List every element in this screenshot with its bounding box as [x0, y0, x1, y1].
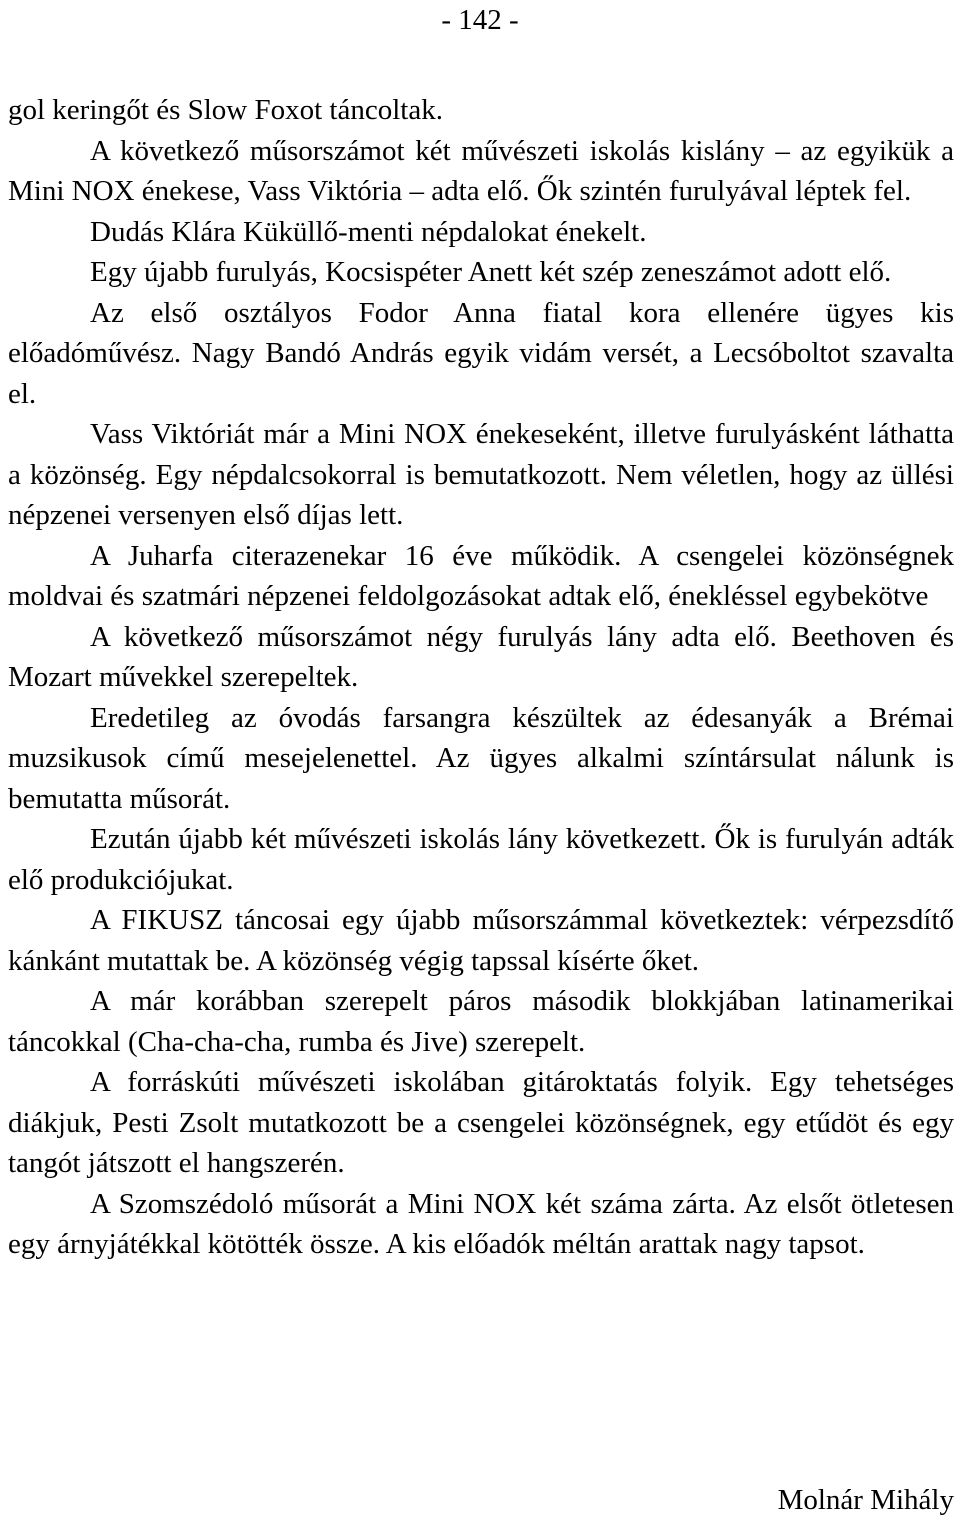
paragraph: A következő műsorszámot két művészeti iskolás kislány – az egyikük a Mini NOX énekese, Vass Viktória – adta elő. Ők szintén furulyával léptek fel. [8, 134, 954, 207]
paragraph: Eredetileg az óvodás farsangra készültek az édesanyák a Brémai muzsikusok című mesejelenettel. Az ügyes alkalmi színtársulat nálunk is bemutatta műsorát. [8, 701, 954, 815]
paragraph: A már korábban szerepelt páros második blokkjában latinamerikai táncokkal (Cha-cha-cha, rumba és Jive) szerepelt. [8, 985, 954, 1058]
paragraph: gol keringőt és Slow Foxot táncoltak. [8, 94, 443, 126]
paragraph: Ezután újabb két művészeti iskolás lány következett. Ők is furulyán adták elő produkciójukat. [8, 823, 954, 896]
paragraph: Egy újabb furulyás, Kocsispéter Anett két szép zeneszámot adott elő. [90, 256, 892, 288]
paragraph: Az első osztályos Fodor Anna fiatal kora ellenére ügyes kis előadóművész. Nagy Bandó András egyik vidám versét, a Lecsóboltot szavalta el. [8, 296, 954, 410]
paragraph: A FIKUSZ táncosai egy újabb műsorszámmal következtek: vérpezsdítő kánkánt mutattak be. A közönség végig tapssal kísérte őket. [8, 904, 954, 977]
page-number: - 142 - [441, 4, 519, 36]
paragraph: A Szomszédoló műsorát a Mini NOX két száma zárta. Az elsőt ötletesen egy árnyjátékkal kötötték össze. A kis előadók méltán arattak nagy tapsot. [8, 1187, 954, 1260]
paragraph: A forráskúti művészeti iskolában gitároktatás folyik. Egy tehetséges diákjuk, Pesti Zsolt mutatkozott be a csengelei közönségnek, egy etűdöt és egy tangót játszott el hangszerén. [8, 1066, 954, 1179]
author-signature: Molnár Mihály [777, 1484, 954, 1516]
paragraph: A következő műsorszámot négy furulyás lány adta elő. Beethoven és Mozart művekkel szerepeltek. [8, 620, 954, 693]
article-body [8, 90, 954, 1265]
paragraph: Vass Viktóriát már a Mini NOX énekeseként, illetve furulyásként láthatta a közönség. Egy népdalcsokorral is bemutatkozott. Nem véletlen, hogy az üllési népzenei versenyen első díjas lett. [8, 418, 954, 531]
paragraph: A Juharfa citerazenekar 16 éve működik. A csengelei közönségnek moldvai és szatmári népzenei feldolgozásokat adtak elő, énekléssel egybekötve [8, 539, 954, 612]
paragraph: Dudás Klára Küküllő-menti népdalokat énekelt. [90, 215, 647, 248]
